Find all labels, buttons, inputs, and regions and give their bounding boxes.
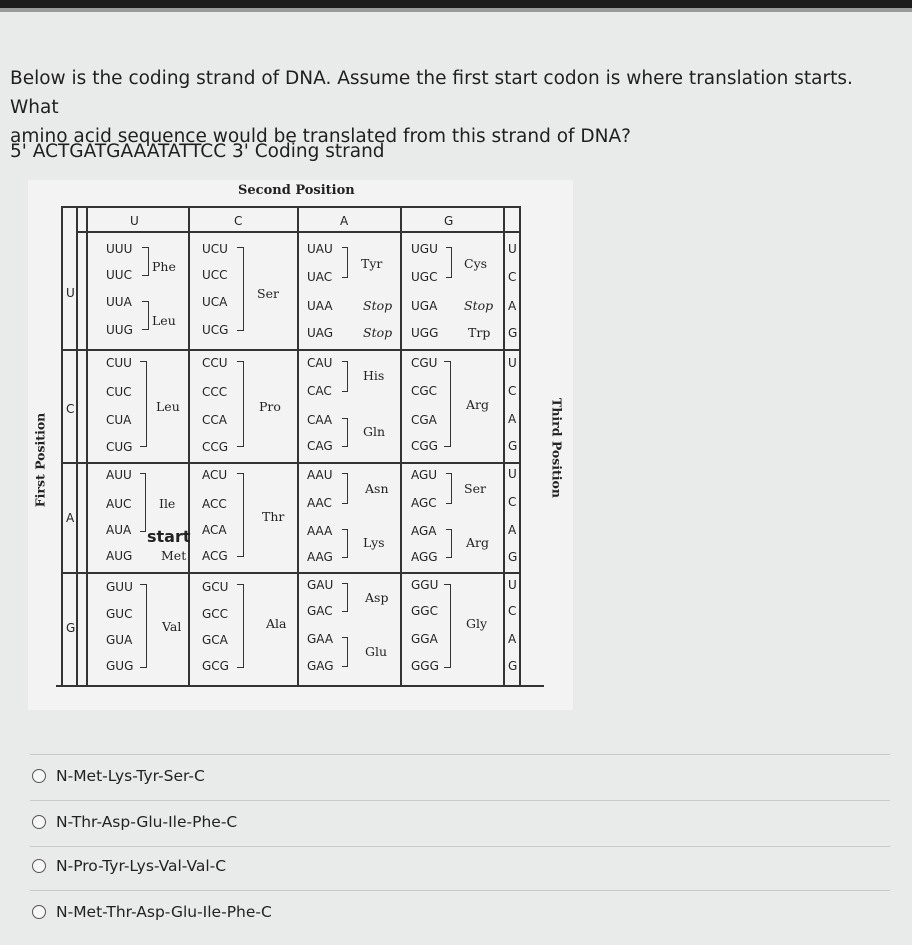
codon: CAG — [307, 439, 333, 453]
codon: GCG — [202, 659, 229, 673]
codon: GAG — [307, 659, 334, 673]
amino-trp: Trp — [468, 325, 491, 340]
codon: ACG — [202, 549, 228, 563]
codon: UUA — [106, 295, 132, 309]
third-pos: U — [508, 356, 517, 370]
col-header-u: U — [130, 214, 139, 228]
amino-stop: Stop — [363, 325, 393, 340]
codon: AGG — [411, 550, 438, 564]
codon: UUG — [106, 323, 133, 337]
codon: AUA — [106, 523, 132, 537]
amino-cys: Cys — [464, 256, 488, 271]
amino-stop: Stop — [464, 298, 494, 313]
grid-vline-4 — [297, 206, 299, 687]
option-label: N-Pro-Tyr-Lys-Val-Val-C — [56, 857, 227, 875]
bracket — [142, 301, 149, 330]
third-pos: C — [508, 495, 517, 509]
codon: GCU — [202, 580, 229, 594]
question-line-1: Below is the coding strand of DNA. Assume the first start codon is where translation starts. What — [10, 68, 853, 118]
amino-pro: Pro — [259, 399, 281, 414]
col-header-c: C — [234, 214, 243, 228]
codon: GCA — [202, 633, 228, 647]
answer-option-4[interactable] — [32, 903, 272, 921]
bracket — [342, 637, 348, 667]
codon: CGA — [411, 413, 437, 427]
codon: GCC — [202, 607, 229, 621]
amino-val: Val — [162, 619, 182, 634]
second-position-label: Second Position — [238, 183, 355, 198]
col-header-g: G — [444, 214, 454, 228]
codon: CUG — [106, 440, 133, 454]
codon: UCU — [202, 242, 228, 256]
option-label: N-Met-Lys-Tyr-Ser-C — [56, 767, 205, 785]
codon: UUC — [106, 268, 132, 282]
codon: UGA — [411, 299, 438, 313]
codon-table — [28, 180, 573, 710]
row-header-a: A — [66, 511, 75, 525]
codon: GGC — [411, 604, 438, 618]
codon: CUU — [106, 356, 132, 370]
radio-button[interactable] — [32, 905, 46, 919]
codon: AAA — [307, 524, 333, 538]
amino-tyr: Tyr — [361, 256, 383, 271]
codon: AAC — [307, 496, 332, 510]
codon: GUU — [106, 580, 133, 594]
grid-vline-2 — [86, 206, 88, 687]
grid-vline-3 — [188, 206, 190, 687]
amino-gly: Gly — [466, 616, 488, 631]
bracket — [342, 418, 348, 447]
radio-button[interactable] — [32, 859, 46, 873]
amino-leu: Leu — [156, 399, 180, 414]
bracket — [446, 529, 452, 558]
codon: GGU — [411, 578, 439, 592]
third-pos: A — [508, 632, 517, 646]
codon: UCC — [202, 268, 228, 282]
bracket — [342, 473, 348, 504]
divider — [30, 800, 890, 801]
divider — [30, 890, 890, 891]
codon: AUG — [106, 549, 133, 563]
codon: GUC — [106, 607, 133, 621]
third-pos: G — [508, 659, 518, 673]
option-label: N-Thr-Asp-Glu-Ile-Phe-C — [56, 813, 238, 831]
col-header-a: A — [340, 214, 349, 228]
codon: CGG — [411, 439, 438, 453]
codon: CGU — [411, 356, 438, 370]
bracket — [142, 247, 149, 276]
codon: CCC — [202, 385, 228, 399]
codon: CGC — [411, 384, 438, 398]
option-label: N-Met-Thr-Asp-Glu-Ile-Phe-C — [56, 903, 272, 921]
answer-option-1[interactable] — [32, 767, 205, 785]
third-pos: G — [508, 550, 518, 564]
codon: UAC — [307, 270, 333, 284]
codon: AUU — [106, 468, 132, 482]
radio-button[interactable] — [32, 769, 46, 783]
grid-vline-5 — [400, 206, 402, 687]
codon: GUG — [106, 659, 134, 673]
codon: UUU — [106, 242, 133, 256]
third-pos: C — [508, 384, 517, 398]
third-pos: U — [508, 467, 517, 481]
codon: GGG — [411, 659, 439, 673]
grid-vline-1 — [76, 206, 78, 687]
start-label: start — [147, 527, 191, 546]
amino-phe: Phe — [152, 259, 176, 274]
codon: ACU — [202, 468, 228, 482]
row-header-c: C — [66, 402, 75, 416]
bracket — [446, 247, 452, 278]
codon: ACA — [202, 523, 227, 537]
grid-vline-7 — [519, 206, 521, 687]
amino-leu: Leu — [152, 313, 176, 328]
amino-gln: Gln — [363, 424, 386, 439]
codon: AAG — [307, 550, 333, 564]
amino-arg: Arg — [466, 535, 490, 550]
grid-row-line-2 — [61, 462, 521, 464]
divider — [30, 754, 890, 755]
third-pos: A — [508, 412, 517, 426]
amino-ile: Ile — [159, 496, 176, 511]
codon: AAU — [307, 468, 333, 482]
codon: UCG — [202, 323, 229, 337]
codon: AGC — [411, 496, 437, 510]
window-top-bar — [0, 0, 912, 8]
bracket — [237, 247, 244, 331]
third-pos: U — [508, 242, 517, 256]
codon: CCU — [202, 356, 228, 370]
third-pos: G — [508, 326, 518, 340]
divider — [30, 846, 890, 847]
bracket — [342, 361, 348, 392]
codon: UGG — [411, 326, 439, 340]
codon: UAA — [307, 299, 333, 313]
amino-his: His — [363, 368, 385, 383]
amino-asp: Asp — [365, 590, 389, 605]
answer-option-3[interactable] — [32, 857, 226, 875]
amino-asn: Asn — [365, 481, 389, 496]
third-pos: G — [508, 439, 518, 453]
codon: CUC — [106, 385, 132, 399]
codon: GUA — [106, 633, 133, 647]
bracket — [342, 529, 348, 558]
amino-lys: Lys — [363, 535, 385, 550]
codon: GAC — [307, 604, 333, 618]
bracket — [140, 584, 147, 668]
codon: AUC — [106, 497, 132, 511]
bracket — [237, 584, 244, 668]
codon: CAA — [307, 413, 333, 427]
codon: UAG — [307, 326, 334, 340]
codon: GAU — [307, 578, 334, 592]
bracket — [342, 583, 348, 612]
bracket — [237, 361, 244, 447]
bracket — [237, 473, 244, 557]
answer-option-2[interactable] — [32, 813, 237, 831]
codon: GGA — [411, 632, 438, 646]
amino-thr: Thr — [262, 509, 285, 524]
codon: UGU — [411, 242, 438, 256]
amino-ser: Ser — [464, 481, 486, 496]
codon: AGA — [411, 524, 437, 538]
question-line-2: amino acid sequence would be translated from this strand of DNA? — [10, 126, 631, 147]
third-position-label: Third Position — [549, 398, 565, 498]
dna-strand: 5' ACTGATGAAATATTCC 3' Coding strand — [10, 141, 385, 162]
bracket — [444, 584, 451, 668]
codon: CAC — [307, 384, 332, 398]
third-pos: C — [508, 270, 517, 284]
amino-stop: Stop — [363, 298, 393, 313]
grid-bottom-line — [56, 685, 544, 687]
third-pos: U — [508, 578, 517, 592]
grid-vline-6 — [503, 206, 505, 687]
grid-top-line — [61, 206, 521, 208]
amino-ala: Ala — [266, 616, 287, 631]
radio-button[interactable] — [32, 815, 46, 829]
bracket — [446, 473, 452, 504]
codon: GAA — [307, 632, 334, 646]
codon: CCG — [202, 440, 229, 454]
grid-row-line-3 — [61, 572, 521, 574]
bracket — [140, 361, 147, 447]
bracket — [140, 473, 146, 532]
codon: CUA — [106, 413, 132, 427]
third-pos: C — [508, 604, 517, 618]
codon: CAU — [307, 356, 333, 370]
codon: CCA — [202, 413, 227, 427]
row-header-u: U — [66, 286, 75, 300]
bracket — [444, 361, 451, 447]
codon: AGU — [411, 468, 438, 482]
codon: ACC — [202, 497, 227, 511]
codon: UGC — [411, 270, 438, 284]
window-top-edge — [0, 8, 912, 12]
grid-row-line-1 — [61, 349, 521, 351]
amino-met: Met — [161, 548, 187, 563]
amino-ser: Ser — [257, 286, 279, 301]
bracket — [342, 247, 348, 278]
codon: UCA — [202, 295, 228, 309]
grid-vline-0 — [61, 206, 63, 687]
third-pos: A — [508, 523, 517, 537]
amino-arg: Arg — [466, 397, 490, 412]
first-position-label: First Position — [32, 412, 48, 508]
codon: UAU — [307, 242, 333, 256]
row-header-g: G — [66, 621, 76, 635]
third-pos: A — [508, 299, 517, 313]
amino-glu: Glu — [365, 644, 388, 659]
question-text — [10, 64, 900, 151]
